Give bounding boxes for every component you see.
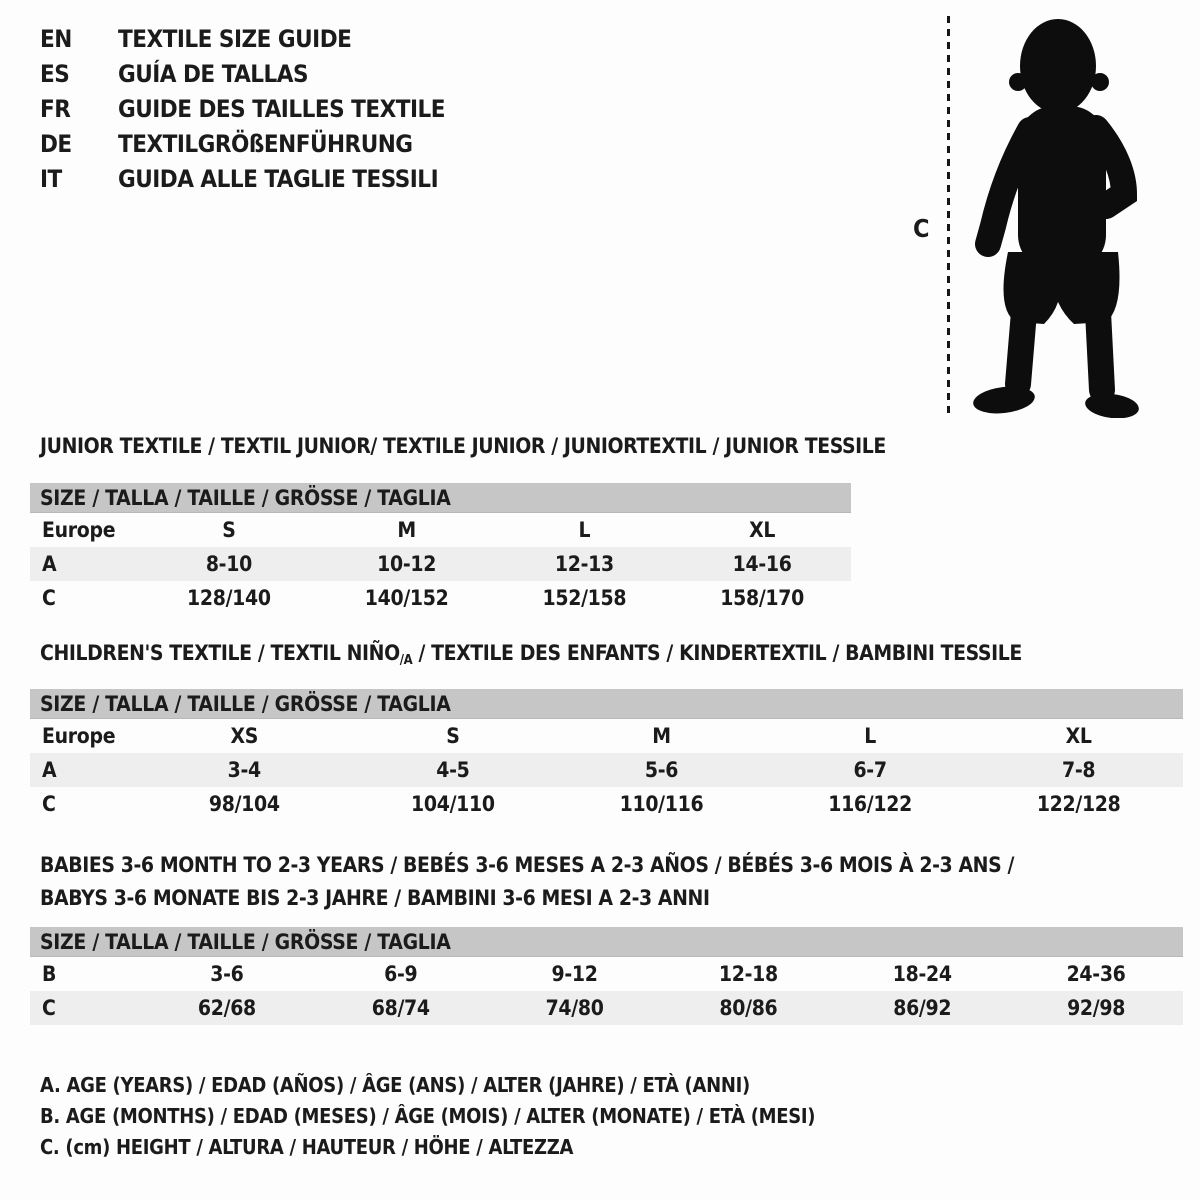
row-label: Europe	[42, 518, 116, 542]
size-cell: S	[446, 724, 460, 748]
junior-section-title: JUNIOR TEXTILE / TEXTIL JUNIOR/ TEXTILE JUNIOR / JUNIORTEXTIL / JUNIOR TESSILE	[40, 434, 886, 458]
size-cell: L	[864, 724, 876, 748]
language-row-fr	[40, 92, 445, 127]
children-title-suffix: / TEXTILE DES ENFANTS / KINDERTEXTIL / BAMBINI TESSILE	[412, 641, 1022, 665]
language-row-es	[40, 57, 445, 92]
row-label: C	[42, 586, 56, 610]
table-row-age	[30, 753, 1183, 787]
height-cell: 86/92	[893, 996, 952, 1020]
children-title-sub: /A	[399, 653, 413, 668]
legend-line-b: B. AGE (MONTHS) / EDAD (MESES) / ÂGE (MOIS) / ALTER (MONATE) / ETÀ (MESI)	[40, 1104, 816, 1128]
months-cell: 18-24	[892, 962, 952, 986]
height-cell: 128/140	[187, 586, 271, 610]
height-measure-dashed-line	[947, 16, 950, 414]
height-cell: 158/170	[720, 586, 804, 610]
language-row-de	[40, 127, 445, 162]
height-cell: 152/158	[542, 586, 627, 610]
measurement-legend	[40, 1070, 815, 1163]
children-section-title	[40, 641, 1022, 668]
size-cell: S	[222, 518, 236, 542]
language-code: DE	[40, 130, 72, 158]
height-cell: 92/98	[1067, 996, 1126, 1020]
height-cell: 104/110	[411, 792, 495, 816]
age-cell: 7-8	[1062, 758, 1096, 782]
babies-title-line1: BABIES 3-6 MONTH TO 2-3 YEARS / BEBÉS 3-6 MESES A 2-3 AÑOS / BÉBÉS 3-6 MOIS À 2-3 ANS /	[40, 853, 1014, 877]
age-cell: 5-6	[644, 758, 679, 782]
age-cell: 12-13	[554, 552, 614, 576]
age-cell: 4-5	[436, 758, 470, 782]
height-cell: 140/152	[364, 586, 449, 610]
age-cell: 3-4	[227, 758, 261, 782]
size-header-bar: SIZE / TALLA / TAILLE / GRÖSSE / TAGLIA	[30, 689, 1183, 719]
height-cell: 74/80	[545, 996, 604, 1020]
language-title-list	[40, 22, 445, 197]
age-cell: 10-12	[377, 552, 437, 576]
size-cell: XL	[749, 518, 776, 542]
months-cell: 6-9	[384, 962, 418, 986]
months-cell: 3-6	[210, 962, 244, 986]
table-row-months	[30, 957, 1183, 991]
toddler-silhouette-icon	[960, 14, 1140, 418]
table-row-height	[30, 991, 1183, 1025]
table-row-age	[30, 547, 851, 581]
language-code: FR	[40, 95, 71, 123]
language-title: GUÍA DE TALLAS	[118, 60, 309, 88]
row-label: Europe	[42, 724, 116, 748]
height-cell: 110/116	[619, 792, 704, 816]
language-code: EN	[40, 25, 72, 53]
language-row-it	[40, 162, 445, 197]
language-title: TEXTILGRÖßENFÜHRUNG	[118, 130, 413, 158]
size-cell: XL	[1065, 724, 1092, 748]
language-title: GUIDA ALLE TAGLIE TESSILI	[118, 165, 439, 193]
language-code: IT	[40, 165, 62, 193]
measure-c-label: C	[913, 214, 930, 243]
age-cell: 6-7	[853, 758, 887, 782]
height-cell: 62/68	[197, 996, 256, 1020]
size-header-bar: SIZE / TALLA / TAILLE / GRÖSSE / TAGLIA	[30, 927, 1183, 957]
months-cell: 12-18	[718, 962, 778, 986]
height-cell: 68/74	[371, 996, 430, 1020]
months-cell: 24-36	[1066, 962, 1126, 986]
size-cell: XS	[230, 724, 259, 748]
language-code: ES	[40, 60, 70, 88]
babies-section-title	[40, 849, 1014, 915]
language-title: GUIDE DES TAILLES TEXTILE	[118, 95, 446, 123]
babies-title-line2: BABYS 3-6 MONATE BIS 2-3 JAHRE / BAMBINI 3-6 MESI A 2-3 ANNI	[40, 886, 710, 910]
height-cell: 116/122	[828, 792, 912, 816]
age-cell: 8-10	[205, 552, 252, 576]
children-title-prefix: CHILDREN'S TEXTILE / TEXTIL NIÑO	[40, 641, 400, 665]
size-header-bar: SIZE / TALLA / TAILLE / GRÖSSE / TAGLIA	[30, 483, 851, 513]
babies-size-table	[30, 927, 1183, 1025]
table-row-europe	[30, 513, 851, 547]
height-cell: 122/128	[1036, 792, 1121, 816]
age-cell: 14-16	[732, 552, 792, 576]
size-cell: M	[652, 724, 671, 748]
junior-size-table	[30, 483, 851, 615]
months-cell: 9-12	[551, 962, 598, 986]
table-row-height	[30, 581, 851, 615]
height-cell: 98/104	[208, 792, 280, 816]
row-label: B	[42, 962, 57, 986]
size-cell: M	[397, 518, 416, 542]
size-cell: L	[578, 518, 591, 542]
row-label: C	[42, 996, 56, 1020]
children-size-table	[30, 689, 1183, 821]
legend-line-a: A. AGE (YEARS) / EDAD (AÑOS) / ÂGE (ANS) / ALTER (JAHRE) / ETÀ (ANNI)	[40, 1073, 750, 1097]
table-row-height	[30, 787, 1183, 821]
language-title: TEXTILE SIZE GUIDE	[118, 25, 352, 53]
row-label: A	[42, 552, 57, 576]
row-label: A	[42, 758, 57, 782]
language-row-en	[40, 22, 445, 57]
table-row-europe	[30, 719, 1183, 753]
row-label: C	[42, 792, 56, 816]
height-cell: 80/86	[719, 996, 778, 1020]
legend-line-c: C. (cm) HEIGHT / ALTURA / HAUTEUR / HÖHE / ALTEZZA	[40, 1135, 574, 1159]
